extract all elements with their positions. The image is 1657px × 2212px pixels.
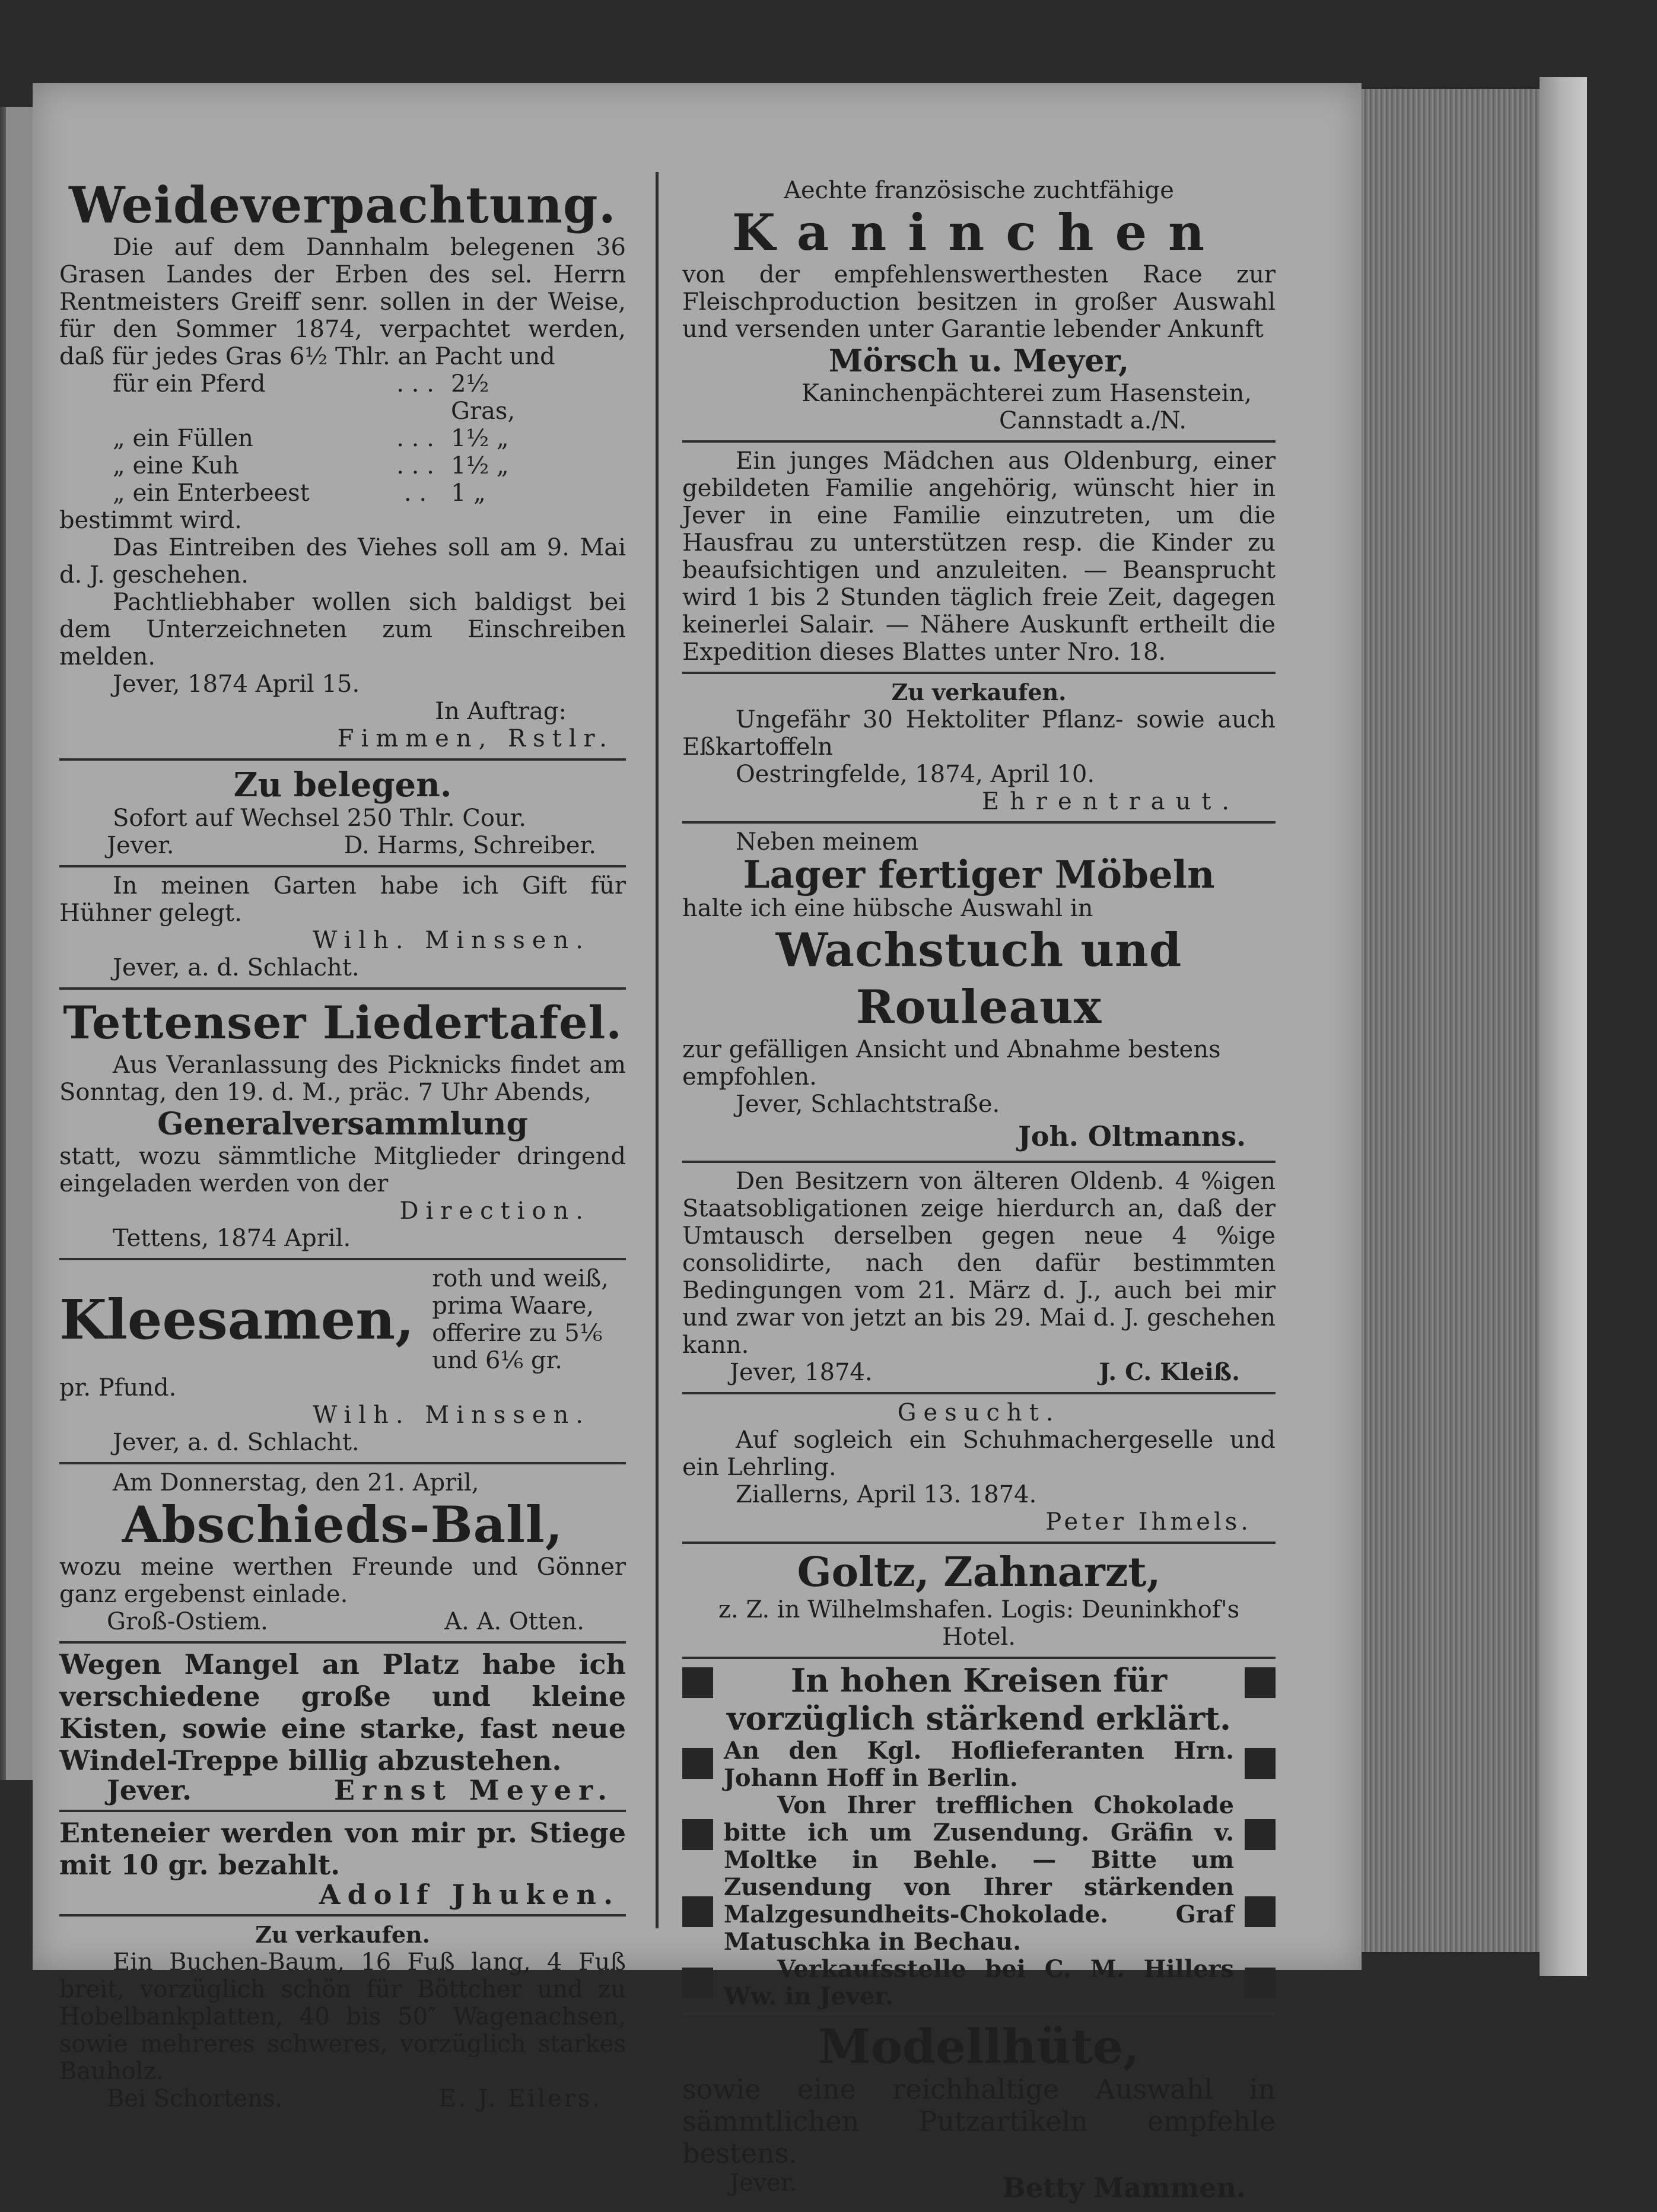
ad-body: sowie eine reichhaltige Auswahl in sämmtlichen Putzartikeln empfehle bestens. [682, 2073, 1276, 2169]
ad-place: Jever. [107, 1774, 192, 1806]
ad-liedertafel [59, 987, 626, 1258]
ad-intro: Am Donnerstag, den 21. April, [113, 1469, 479, 1496]
ad-title: Wachstuch und Rouleaux [775, 923, 1182, 1034]
ad-intro: Neben meinem [736, 828, 919, 856]
ad-signature: Wilh. Minssen. [313, 1401, 590, 1429]
ad-moebel [682, 821, 1276, 1161]
pacht-row [59, 370, 626, 425]
ad-body: Enteneier werden von mir pr. Stiege mit 10 gr. bezahlt. [59, 1817, 626, 1881]
ad-place: Groß-Ostiem. [107, 1608, 268, 1635]
right-column [682, 172, 1276, 2212]
ad-title: Kaninchen [732, 203, 1226, 262]
ad-body: Den Besitzern von älteren Oldenb. 4 %igen Staatsobligationen zeige hierdurch an, daß der Umtausch derselben gegen neue 4 %ige consolidirte, nach den dafür bestimmten Bedingungen vom 21. März d. J., auch bei mir und zwar von jetzt an bis 29. Mai d. J. geschehen kann. [682, 1168, 1276, 1359]
ad-body: von der empfehlenswerthesten Race zur Fleischproduction besitzen in großer Auswahl und versenden unter Garantie lebender Ankunft [682, 261, 1276, 343]
pacht-label: „ ein Füllen [113, 425, 253, 452]
previous-page-edge [6, 107, 33, 1780]
ad-body: roth und weiß, prima Waare, offerire zu 5⅙ und 6⅙ gr. [432, 1265, 609, 1374]
ad-signature: A. A. Otten. [444, 1608, 584, 1635]
pacht-value: 1½ „ [451, 452, 509, 479]
ad-address: Cannstadt a./N. [998, 407, 1187, 434]
ad-head: Zu verkaufen. [891, 679, 1067, 705]
ad-body: z. Z. in Wilhelmshafen. Logis: Deuninkhof's Hotel. [718, 1596, 1240, 1651]
black-square-ornament [1245, 1748, 1276, 1779]
black-square-ornament [682, 1819, 713, 1850]
ad-signature: Ernst Meyer. [333, 1774, 614, 1806]
ad-signature: Mörsch u. Meyer, [828, 343, 1130, 379]
ad-footer [59, 832, 626, 859]
black-square-ornament [1245, 1667, 1276, 1698]
pacht-label: „ eine Kuh [113, 452, 239, 479]
pacht-dots: . . . [396, 452, 434, 479]
ad-signature: Wilh. Minssen. [313, 927, 590, 954]
ad-kartoffeln [682, 672, 1276, 821]
ad-head: Zu verkaufen. [255, 1921, 430, 1948]
ad-gesucht [682, 1392, 1276, 1542]
pacht-value: 1½ „ [451, 425, 509, 452]
ad-title: Tettenser Liedertafel. [63, 996, 622, 1049]
ad-footer [59, 2085, 626, 2112]
black-square-ornament [1245, 1896, 1276, 1927]
ad-signature: E. J. Eilers. [438, 2085, 602, 2112]
ad-place: Jever. [107, 832, 174, 859]
ad-body: wozu meine werthen Freunde und Gönner ganz ergebenst einlade. [59, 1553, 626, 1608]
ad-kisten [59, 1641, 626, 1810]
ad-signature: Adolf Jhuken. [319, 1879, 620, 1911]
pacht-row [59, 452, 626, 479]
ad-footer [682, 2169, 1276, 2206]
ad-gift [59, 865, 626, 987]
ad-signature: Ehrentraut. [981, 788, 1240, 815]
pacht-value: 2½ Gras, [451, 370, 516, 425]
ad-date: Tettens, 1874 April. [113, 1225, 351, 1252]
ad-text: Verkaufsstelle bei C. M. Hillers Ww. in Jever. [724, 1955, 1234, 2010]
ad-footer [682, 1359, 1276, 1386]
klee-header [59, 1265, 626, 1374]
ad-address: Kaninchenpächterei zum Hasenstein, [801, 380, 1252, 407]
ad-kleesamen [59, 1258, 626, 1462]
ad-text: bestimmt wird. [59, 507, 242, 534]
ad-body: In meinen Garten habe ich Gift für Hühner gelegt. [59, 872, 626, 927]
pacht-value: 1 „ [451, 479, 486, 507]
ad-signature: J. C. Kleiß. [1099, 1358, 1240, 1386]
black-square-ornament [682, 1896, 713, 1927]
ad-body: Auf sogleich ein Schuhmachergeselle und ein Lehrling. [682, 1426, 1276, 1481]
ad-signature: Betty Mammen. [1002, 2172, 1246, 2204]
pacht-row [59, 479, 626, 507]
left-column [59, 172, 626, 2118]
ad-body: Aus Veranlassung des Picknicks findet am Sonntag, den 19. d. M., präc. 7 Uhr Abends, [59, 1051, 626, 1106]
ad-signature: Peter Ihmels. [1045, 1508, 1252, 1536]
ad-buche [59, 1914, 626, 2118]
ad-kaninchen [682, 172, 1276, 440]
ad-date: Ziallerns, April 13. 1874. [736, 1481, 1037, 1508]
ad-place: Jever, a. d. Schlacht. [113, 954, 360, 981]
ad-place: Bei Schortens. [107, 2085, 283, 2112]
ad-body: Ungefähr 30 Hektoliter Pflanz- sowie auch Eßkartoffeln [682, 706, 1276, 761]
ad-staatsobligationen [682, 1161, 1276, 1392]
ad-modellhuete [682, 2013, 1276, 2212]
ad-footer [59, 1608, 626, 1635]
ad-body: Sofort auf Wechsel 250 Thlr. Cour. [113, 805, 527, 832]
black-square-ornament [682, 1667, 713, 1698]
ad-text: An den Kgl. Hoflieferanten Hrn. Johann Hoff in Berlin. [724, 1737, 1234, 1792]
ad-place: Jever, a. d. Schlacht. [113, 1429, 360, 1456]
ad-signature: Direction. [399, 1197, 590, 1225]
book-page-edges [1362, 89, 1540, 1952]
ad-footer [59, 1776, 626, 1804]
ad-signature: D. Harms, Schreiber. [344, 832, 596, 859]
ad-text: Das Eintreiben des Viehes soll am 9. Mai d. J. geschehen. [59, 534, 626, 589]
ad-title: Modellhüte, [818, 2019, 1140, 2074]
ad-event: Generalversammlung [157, 1106, 528, 1142]
ad-body: Wegen Mangel an Platz habe ich verschiedene große und kleine Kisten, sowie eine starke, fast neue Windel-Treppe billig abzustehen. [59, 1648, 626, 1776]
ad-place: Jever, Schlachtstraße. [736, 1091, 1000, 1118]
ad-title: Lager fertiger Möbeln [743, 853, 1215, 897]
ad-text: pr. Pfund. [59, 1374, 177, 1401]
pacht-label: „ ein Enterbeest [113, 479, 310, 507]
black-square-ornament [682, 1968, 713, 1998]
ad-commission: In Auftrag: [435, 698, 567, 725]
ad-body: Die auf dem Dannhalm belegenen 36 Grasen Landes der Erben des sel. Herrn Rentmeisters Greiff senr. sollen in der Weise, für den Sommer 1874, verpachtet werden, daß für jedes Gras 6½ Thlr. an Pacht und [59, 234, 626, 370]
ad-place: Jever, 1874. [730, 1359, 873, 1386]
ad-chokolade [682, 1657, 1276, 2013]
black-square-ornament [1245, 1968, 1276, 1998]
ad-body: statt, wozu sämmtliche Mitglieder dringend eingeladen werden von der [59, 1143, 626, 1197]
ad-maedchen [682, 440, 1276, 672]
ad-title: Zu belegen. [233, 765, 452, 805]
ad-zu-belegen [59, 758, 626, 865]
ad-weideverpachtung [59, 172, 626, 758]
pacht-label: für ein Pferd [113, 370, 266, 398]
ad-body: zur gefälligen Ansicht und Abnahme bestens empfohlen. [682, 1036, 1221, 1091]
ad-title: Weideverpachtung. [69, 176, 616, 234]
ad-signature: Joh. Oltmanns. [1018, 1120, 1246, 1152]
ad-abschiedsball [59, 1462, 626, 1641]
ad-title: Goltz, Zahnarzt, [797, 1549, 1161, 1596]
ad-body: Ein Buchen-Baum, 16 Fuß lang, 4 Fuß breit, vorzüglich schön für Böttcher und zu Hobelbankplatten, 40 bis 50″ Wagenachsen, sowie mehreres schweres, vorzüglich starkes Bauholz. [59, 1949, 626, 2085]
ad-head: Gesucht. [897, 1399, 1061, 1426]
ad-title: Kleesamen, [59, 1288, 415, 1352]
black-square-ornament [682, 1748, 713, 1779]
pacht-dots: . . . [396, 425, 434, 452]
ad-text: halte ich eine hübsche Auswahl in [682, 895, 1093, 922]
ad-goltz [682, 1542, 1276, 1657]
pacht-dots: . . [403, 479, 427, 507]
book-cover-edge [1540, 77, 1587, 1976]
ad-place: Jever. [730, 2169, 797, 2197]
ad-body: Ein junges Mädchen aus Oldenburg, einer gebildeten Familie angehörig, wünscht hier in Jever in eine Familie einzutreten, um die Hausfrau zu unterstützen resp. die Kinder zu beaufsichtigen und anzuleiten. — Beansprucht wird 1 bis 2 Stunden täglich freie Zeit, dagegen keinerlei Salair. — Nähere Auskunft ertheilt die Expedition dieses Blattes unter Nro. 18. [682, 447, 1276, 666]
ad-enteneier [59, 1810, 626, 1914]
ad-body: Von Ihrer trefflichen Chokolade bitte ich um Zusendung. Gräfin v. Moltke in Behle. — Bitte um Zusendung von Ihrer stärkenden Malzgesundheits-Chokolade. Graf Matuschka in Bechau. [724, 1791, 1234, 1956]
ad-text: Pachtliebhaber wollen sich baldigst bei dem Unterzeichneten zum Einschreiben melden. [59, 589, 626, 670]
ad-date: Jever, 1874 April 15. [113, 670, 360, 698]
ad-signature: Fimmen, Rstlr. [337, 725, 614, 752]
ad-title: In hohen Kreisen für vorzüglich stärkend erklärt. [727, 1661, 1231, 1737]
ad-intro: Aechte französische zuchtfähige [784, 177, 1174, 204]
pacht-dots: . . . [396, 370, 434, 398]
pacht-row [59, 425, 626, 452]
ad-title: Abschieds-Ball, [122, 1495, 564, 1554]
ad-date: Oestringfelde, 1874, April 10. [736, 761, 1095, 788]
column-divider [656, 172, 659, 1928]
black-square-ornament [1245, 1819, 1276, 1850]
